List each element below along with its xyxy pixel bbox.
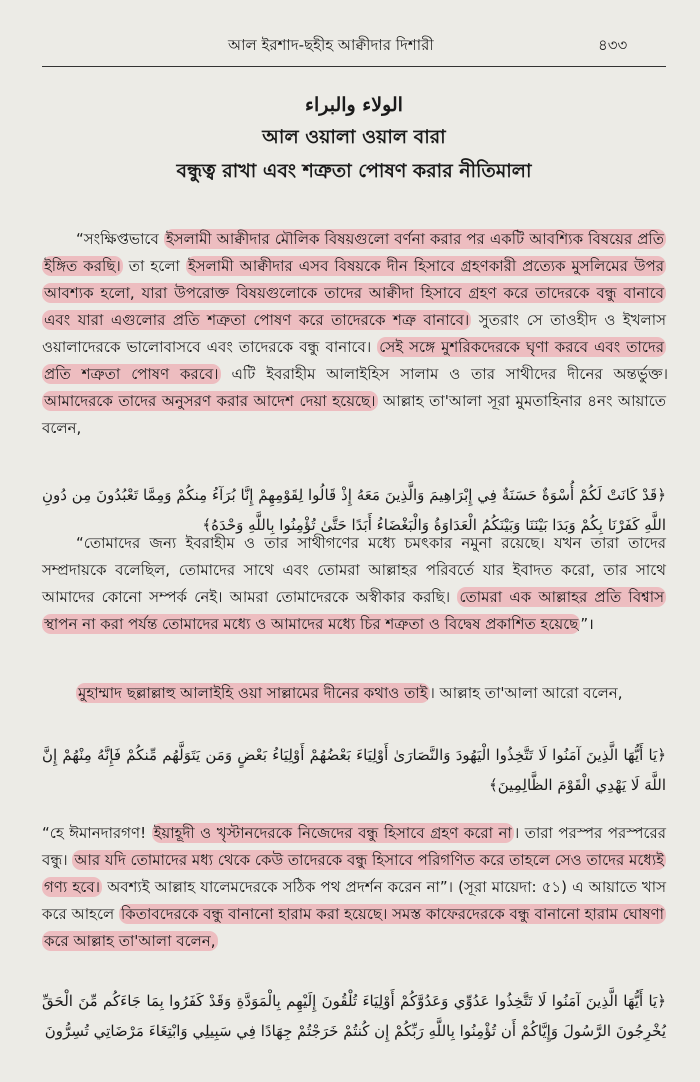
highlighted-text: ইয়াহূদী ও খৃস্টানদেরকে নিজেদের বন্ধু হিসাবে গ্রহণ করো না xyxy=(153,824,512,842)
paragraph-prophet xyxy=(42,680,666,707)
page-number: ৪৩৩ xyxy=(598,36,628,54)
chapter-subtitle: বন্ধুত্ব রাখা এবং শত্রুতা পোষণ করার নীতিমালা xyxy=(176,160,532,182)
highlighted-text: ইসলামী আক্বীদার মৌলিক বিষয়গুলো বর্ণনা করার পর একটি আবশ্যিক বিষয়ের প্রতি ইঙ্গিত করছি। xyxy=(44,230,664,275)
ayah-mumtahinah-1 xyxy=(42,986,666,1046)
highlighted-text: ইসলামী আক্বীদার এসব বিষয়কে দীন হিসাবে গ্রহণকারী প্রত্যেক মুসলিমের উপর আবশ্যক হলো, যারা উপরোক্ত বিষয়গুলোকে তাদের আক্বীদা হিসাবে গ্রহণ করে তাদেরকে বন্ধু বানাবে এবং যারা এগুলোর প্রতি শত্রুতা পোষণ করে তাদেরকে শত্রু বানাবে। xyxy=(44,257,664,329)
paragraph-translation-2 xyxy=(42,820,666,955)
highlighted-text: আমাদেরকে তাদের অনুসরণ করার আদেশ দেয়া হয়েছে। xyxy=(44,392,376,410)
text-segment: “হে ঈমানদারগণ! xyxy=(42,824,152,842)
highlighted-text: তোমরা এক আল্লাহর প্রতি বিশ্বাস স্থাপন না করা পর্যন্ত তোমাদের মধ্যে ও আমাদের মধ্যে চির শত্রুতা ও বিদ্বেষ প্রকাশিত হয়েছে xyxy=(44,588,665,633)
paragraph-translation-1 xyxy=(42,530,666,638)
highlighted-text: কিতাবদেরকে বন্ধু বানানো হারাম করা হয়েছে। সমস্ত কাফেরদেরকে বন্ধু বানানো হারাম ঘোষণা করে আল্লাহ তা'আলা বলেন, xyxy=(44,905,664,950)
text-segment: এটি ইবরাহীম আলাইহিস সালাম ও তার সাথীদের দীনের অন্তর্ভুক্ত। xyxy=(220,365,668,383)
chapter-title-block xyxy=(42,90,666,188)
highlighted-text: সেই সঙ্গে মুশরিকদেরকে ঘৃণা করবে এবং তাদের প্রতি শত্রুতা পোষণ করবে। xyxy=(44,338,665,383)
running-title: আল ইরশাদ-ছহীহ আক্বীদার দিশারী xyxy=(228,36,434,54)
text-segment: তা হলো xyxy=(122,257,186,275)
text-segment: “তোমাদের জন্য ইবরাহীম ও তার সাথীগণের মধ্যে চমৎকার নমুনা রয়েছে। যখন তারা তাদের সম্প্রদায়কে বলেছিল, তোমাদের সাথে এবং তোমরা আল্লাহর পরিবর্তে যার ইবাদত করো, তার সাথে আমাদের কোনো সম্পর্ক নেই। আমরা তোমাদেরকে অস্বীকার করছি। xyxy=(42,534,666,606)
highlighted-text: মুহাম্মাদ ছল্লাল্লাহু আলাইহি ওয়া সাল্লামের দীনের কথাও তাই xyxy=(78,684,428,702)
arabic-verse: ﴿يَا أَيُّهَا الَّذِينَ آمَنُوا لَا تَتَّخِذُوا عَدُوِّي وَعَدُوَّكُمْ أَوْلِيَاءَ تُلْقُونَ إِلَيْهِم بِالْمَوَدَّةِ وَقَدْ كَفَرُوا بِمَا جَاءَكُم مِّنَ الْحَقِّ يُخْرِجُونَ الرَّسُولَ وَإِيَّاكُمْ أَن تُؤْمِنُوا بِاللَّهِ رَبِّكُمْ إِن كُنتُمْ خَرَجْتُمْ جِهَادًا فِي سَبِيلِي وَابْتِغَاءَ مَرْضَاتِي تُسِرُّونَ xyxy=(42,992,666,1040)
chapter-title: আল ওয়ালা ওয়াল বারা xyxy=(262,126,446,148)
text-segment: । আল্লাহ তা'আলা আরো বলেন, xyxy=(429,684,623,702)
text-segment: অবশ্যই আল্লাহ যালেমদেরকে সঠিক পথ প্রদর্শন করেন না”। (সূরা মায়েদা: ৫১) এ আয়াতে খাস করে আহলে xyxy=(42,878,667,923)
chapter-title-arabic: الولاء والبراء xyxy=(305,94,403,116)
header-rule xyxy=(42,66,666,67)
text-segment: সুতরাং সে তাওহীদ ও ইখলাস ওয়ালাদেরকে ভালোবাসবে এবং তাদেরকে বন্ধু বানাবে। xyxy=(42,311,666,356)
arabic-verse: ﴿يَا أَيُّهَا الَّذِينَ آمَنُوا لَا تَتَّخِذُوا الْيَهُودَ وَالنَّصَارَىٰ أَوْلِيَاءَ بَعْضُهُمْ أَوْلِيَاءُ بَعْضٍ وَمَن يَتَوَلَّهُم مِّنكُمْ فَإِنَّهُ مِنْهُمْ إِنَّ اللَّهَ لَا يَهْدِي الْقَوْمَ الظَّالِمِينَ﴾ xyxy=(42,746,666,794)
text-segment: আল্লাহ তা'আলা সূরা মুমতাহিনার ৪নং আয়াতে বলেন, xyxy=(42,392,666,437)
arabic-verse: ﴿قَدْ كَانَتْ لَكُمْ أُسْوَةٌ حَسَنَةٌ فِي إِبْرَاهِيمَ وَالَّذِينَ مَعَهُ إِذْ قَالُوا لِقَوْمِهِمْ إِنَّا بُرَآءُ مِنكُمْ وَمِمَّا تَعْبُدُونَ مِن دُونِ اللَّهِ كَفَرْنَا بِكُمْ وَبَدَا بَيْنَنَا وَبَيْنَكُمُ الْعَدَاوَةُ وَالْبَغْضَاءُ أَبَدًا حَتَّىٰ تُؤْمِنُوا بِاللَّهِ وَحْدَهُ﴾ xyxy=(42,486,666,534)
text-segment: “সংক্ষিপ্তভাবে xyxy=(76,230,164,248)
text-segment: ”। xyxy=(580,615,594,633)
text-segment: । তারা পরস্পর পরস্পরের বন্ধু। xyxy=(42,824,667,869)
ayah-maidah xyxy=(42,740,666,800)
paragraph-intro xyxy=(42,226,666,442)
highlighted-text: আর যদি তোমাদের মধ্য থেকে কেউ তাদেরকে বন্ধু হিসাবে পরিগণিত করে তাহলে সেও তাদের মধ্যেই গণ্য হবে। xyxy=(44,851,664,896)
page-header xyxy=(0,34,700,58)
